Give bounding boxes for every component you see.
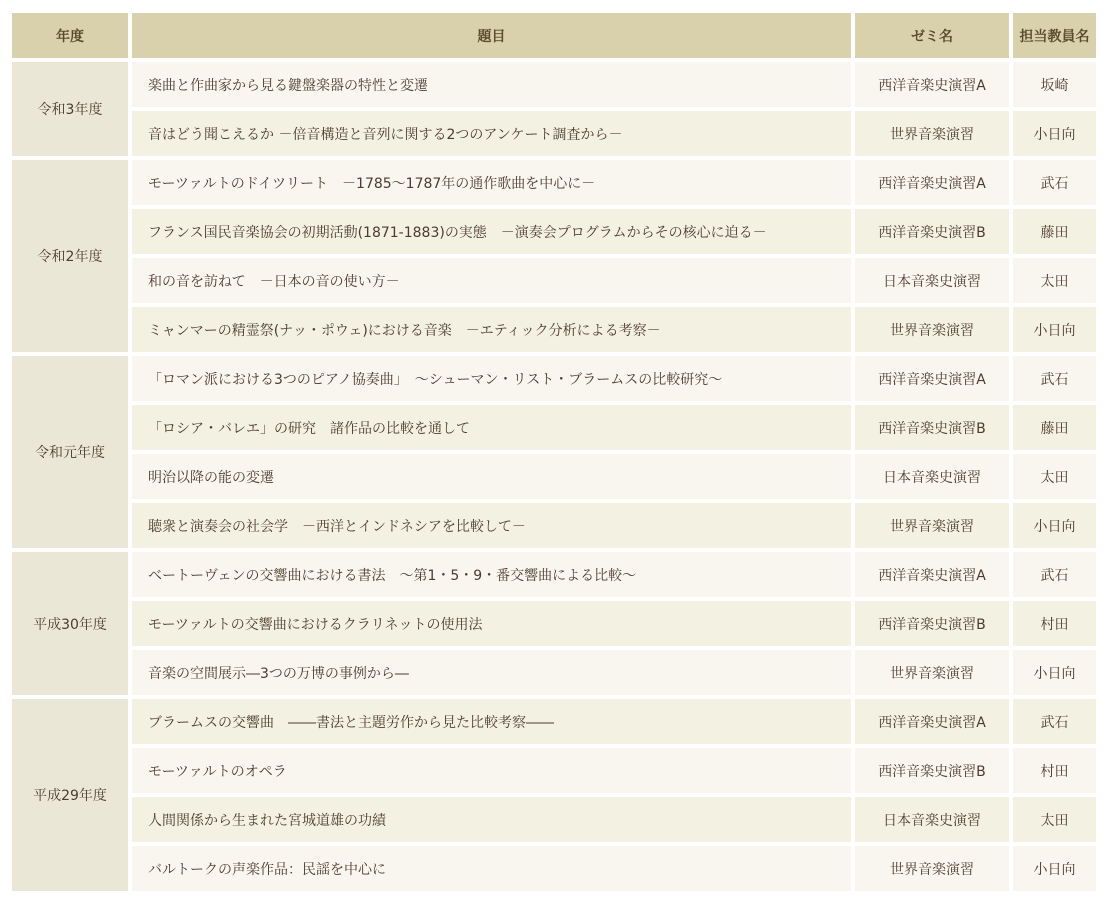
teacher-cell: 武石: [1013, 552, 1096, 597]
teacher-cell: 太田: [1013, 797, 1096, 842]
header-title: 題目: [132, 13, 851, 58]
teacher-cell: 小日向: [1013, 846, 1096, 891]
title-cell: 人間関係から生まれた宮城道雄の功績: [132, 797, 851, 842]
seminar-cell: 世界音楽演習: [855, 307, 1009, 352]
header-seminar: ゼミ名: [855, 13, 1009, 58]
title-cell: モーツァルトのオペラ: [132, 748, 851, 793]
teacher-cell: 武石: [1013, 160, 1096, 205]
seminar-cell: 西洋音楽史演習A: [855, 552, 1009, 597]
seminar-cell: 西洋音楽史演習A: [855, 62, 1009, 107]
table-row: [12, 601, 1096, 646]
table-header-row: [12, 13, 1096, 58]
header-teacher: 担当教員名: [1013, 13, 1096, 58]
seminar-cell: 西洋音楽史演習B: [855, 405, 1009, 450]
seminar-cell: 世界音楽演習: [855, 846, 1009, 891]
title-cell: 「ロマン派における3つのピアノ協奏曲」 ～シューマン・リスト・ブラームスの比較研究～: [132, 356, 851, 401]
title-cell: 「ロシア・バレエ」の研究 諸作品の比較を通して: [132, 405, 851, 450]
seminar-cell: 日本音楽史演習: [855, 258, 1009, 303]
teacher-cell: 武石: [1013, 356, 1096, 401]
title-cell: 明治以降の能の変遷: [132, 454, 851, 499]
table-row: [12, 160, 1096, 205]
title-cell: ベートーヴェンの交響曲における書法 ～第1・5・9・番交響曲による比較～: [132, 552, 851, 597]
teacher-cell: 藤田: [1013, 405, 1096, 450]
table-row: [12, 111, 1096, 156]
teacher-cell: 小日向: [1013, 307, 1096, 352]
title-cell: フランス国民音楽協会の初期活動(1871-1883)の実態 －演奏会プログラムからその核心に迫る－: [132, 209, 851, 254]
table-row: [12, 699, 1096, 744]
title-cell: ミャンマーの精霊祭(ナッ・ポウェ)における音楽 －エティック分析による考察－: [132, 307, 851, 352]
title-cell: モーツァルトの交響曲におけるクラリネットの使用法: [132, 601, 851, 646]
title-cell: 音楽の空間展示―3つの万博の事例から―: [132, 650, 851, 695]
table-row: [12, 405, 1096, 450]
seminar-cell: 世界音楽演習: [855, 503, 1009, 548]
seminar-cell: 日本音楽史演習: [855, 797, 1009, 842]
year-cell: 令和3年度: [12, 62, 128, 156]
teacher-cell: 村田: [1013, 748, 1096, 793]
seminar-cell: 西洋音楽史演習B: [855, 601, 1009, 646]
title-cell: モーツァルトのドイツリート －1785～1787年の通作歌曲を中心に－: [132, 160, 851, 205]
table-body: [12, 62, 1096, 891]
table-row: [12, 503, 1096, 548]
year-cell: 平成30年度: [12, 552, 128, 695]
teacher-cell: 武石: [1013, 699, 1096, 744]
seminar-cell: 世界音楽演習: [855, 111, 1009, 156]
teacher-cell: 太田: [1013, 258, 1096, 303]
title-cell: ブラームスの交響曲 ――書法と主題労作から見た比較考察――: [132, 699, 851, 744]
seminar-cell: 西洋音楽史演習B: [855, 209, 1009, 254]
table-row: [12, 650, 1096, 695]
seminar-cell: 西洋音楽史演習A: [855, 699, 1009, 744]
seminar-cell: 世界音楽演習: [855, 650, 1009, 695]
table-row: [12, 454, 1096, 499]
seminar-thesis-table-container: [8, 9, 1100, 895]
title-cell: バルトークの声楽作品：民謡を中心に: [132, 846, 851, 891]
table-row: [12, 748, 1096, 793]
seminar-cell: 西洋音楽史演習B: [855, 748, 1009, 793]
teacher-cell: 藤田: [1013, 209, 1096, 254]
title-cell: 楽曲と作曲家から見る鍵盤楽器の特性と変遷: [132, 62, 851, 107]
teacher-cell: 太田: [1013, 454, 1096, 499]
title-cell: 聴衆と演奏会の社会学 －西洋とインドネシアを比較して－: [132, 503, 851, 548]
table-row: [12, 356, 1096, 401]
seminar-cell: 日本音楽史演習: [855, 454, 1009, 499]
teacher-cell: 村田: [1013, 601, 1096, 646]
table-row: [12, 797, 1096, 842]
year-cell: 令和2年度: [12, 160, 128, 352]
teacher-cell: 坂崎: [1013, 62, 1096, 107]
table-row: [12, 209, 1096, 254]
table-row: [12, 846, 1096, 891]
teacher-cell: 小日向: [1013, 650, 1096, 695]
teacher-cell: 小日向: [1013, 111, 1096, 156]
table-row: [12, 258, 1096, 303]
title-cell: 和の音を訪ねて －日本の音の使い方－: [132, 258, 851, 303]
year-cell: 平成29年度: [12, 699, 128, 891]
seminar-cell: 西洋音楽史演習A: [855, 356, 1009, 401]
table-row: [12, 62, 1096, 107]
table-row: [12, 307, 1096, 352]
table-row: [12, 552, 1096, 597]
title-cell: 音はどう聞こえるか －倍音構造と音列に関する2つのアンケート調査から－: [132, 111, 851, 156]
header-year: 年度: [12, 13, 128, 58]
seminar-thesis-table: [8, 9, 1100, 895]
seminar-cell: 西洋音楽史演習A: [855, 160, 1009, 205]
year-cell: 令和元年度: [12, 356, 128, 548]
teacher-cell: 小日向: [1013, 503, 1096, 548]
